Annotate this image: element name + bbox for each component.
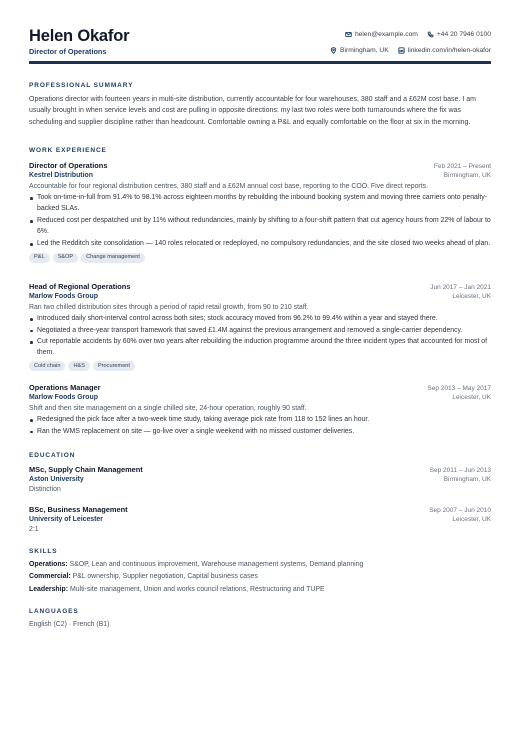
education-dates: Sep 2007 – Jun 2010 xyxy=(429,507,491,514)
job-location: Leicester, UK xyxy=(452,394,491,401)
languages-heading: LANGUAGES xyxy=(29,608,79,615)
job-bullet: Redesigned the pick face after a two-week time study, taking average pick rate from 118 to 152 lines an hour. xyxy=(29,415,491,426)
school-location: Birmingham, UK xyxy=(443,476,491,483)
education-heading: EDUCATION xyxy=(29,452,76,459)
job-bullet: Negotiated a three-year transport framework that saved £1.4M against the previous arrangement and removed a single-carrier dependency. xyxy=(29,326,491,337)
skills-row-label: Commercial: xyxy=(29,573,71,581)
skills-heading: SKILLS xyxy=(29,548,58,555)
degree-title: BSc, Business Management xyxy=(29,505,128,514)
phone-text: +44 20 7946 0100 xyxy=(436,31,491,38)
location-item xyxy=(330,47,389,54)
job-bullet: Cut reportable accidents by 60% over two years after rebuilding the induction programme around the three incident types that accounted for most of them. xyxy=(29,337,491,358)
skills-row xyxy=(29,571,491,583)
skill-tag: Procurement xyxy=(93,361,135,371)
summary-heading: PROFESSIONAL SUMMARY xyxy=(29,82,134,89)
job-bullet: Introduced daily short-interval control across both sites; stock accuracy moved from 96.2% to 99.4% within a year and stayed there. xyxy=(29,314,491,325)
job-location: Leicester, UK xyxy=(452,293,491,300)
candidate-title: Director of Operations xyxy=(29,47,107,56)
job-tags xyxy=(29,361,491,371)
job-company: Marlow Foods Group xyxy=(29,394,98,401)
job-dates: Jun 2017 – Jan 2021 xyxy=(430,284,491,291)
skills-row-label: Leadership: xyxy=(29,585,69,593)
education-note: Distinction xyxy=(29,486,61,493)
job-company: Kestrel Distribution xyxy=(29,172,93,179)
phone-icon xyxy=(427,31,434,38)
location-text: Birmingham, UK xyxy=(340,47,389,54)
school-location: Leicester, UK xyxy=(452,516,491,523)
school-name: University of Leicester xyxy=(29,516,103,523)
skills-list xyxy=(29,559,491,596)
education-heading-wrap xyxy=(29,452,491,459)
job-title: Director of Operations xyxy=(29,161,108,170)
education-note: 2:1 xyxy=(29,526,39,533)
skill-tag: P&L xyxy=(29,253,50,263)
job-title: Operations Manager xyxy=(29,383,101,392)
phone-item[interactable] xyxy=(427,31,491,38)
languages-text: English (C2) · French (B1) xyxy=(29,621,110,628)
summary-section xyxy=(29,82,491,128)
job-dates: Sep 2013 – May 2017 xyxy=(427,385,491,392)
skill-tag: Cold chain xyxy=(29,361,65,371)
skill-tag: H&S xyxy=(68,361,90,371)
job-bullet: Led the Redditch site consolidation — 140 roles relocated or redeployed, no compulsory redundancies, and the site closed two weeks ahead of plan. xyxy=(29,239,491,250)
location-pin-icon xyxy=(330,47,337,54)
job-entry xyxy=(29,383,491,437)
job-title: Head of Regional Operations xyxy=(29,282,131,291)
candidate-name: Helen Okafor xyxy=(29,27,130,45)
job-intro: Ran two chilled distribution sites through a period of rapid retail growth, from 90 to 210 staff. xyxy=(29,304,309,311)
skills-row-value: P&L ownership, Supplier negotiation, Capital business cases xyxy=(72,573,258,581)
job-intro: Accountable for four regional distribution centres, 380 staff and a £62M annual cost base, reporting to the COO. Five direct reports. xyxy=(29,183,428,190)
skills-row-label: Operations: xyxy=(29,561,68,568)
skills-row xyxy=(29,584,491,596)
school-name: Aston University xyxy=(29,476,84,483)
skills-row-value: Multi-site management, Union and works council relations, Restructuring and TUPE xyxy=(69,585,325,593)
job-bullet: Ran the WMS replacement on site — go-live over a single weekend with no missed customer deliveries. xyxy=(29,427,491,438)
education-entry xyxy=(29,465,491,495)
job-entry xyxy=(29,161,491,263)
job-bullet: Reduced cost per despatched unit by 11% without redundancies, mainly by shifting to a four-shift pattern that cut agency hours from 22% of labour to 6%. xyxy=(29,216,491,237)
experience-heading: WORK EXPERIENCE xyxy=(29,147,107,154)
job-bullets xyxy=(29,314,491,358)
degree-title: MSc, Supply Chain Management xyxy=(29,465,143,474)
job-bullets xyxy=(29,193,491,250)
job-bullet: Took on-time-in-full from 91.4% to 98.1% across eighteen months by rebuilding the inbound booking system and moving three carriers onto penalty-backed SLAs. xyxy=(29,193,491,214)
summary-text: Operations director with fourteen years in multi-site distribution, currently accountable for four warehouses, 380 staff and a £62M cost base. I am usually brought in when service levels and cost are pulling in opposite directions: my last two roles were both turnarounds where the fix was scheduling and supplier discipline rather than headcount. Comfortable owning a P&L and equally comfortable on the floor at six in the morning. xyxy=(29,96,476,126)
job-tags xyxy=(29,253,491,263)
job-entry xyxy=(29,282,491,371)
linkedin-icon xyxy=(398,47,405,54)
linkedin-item[interactable] xyxy=(398,47,491,54)
contact-row-2 xyxy=(321,47,491,54)
skills-row-value: S&OP, Lean and continuous improvement, Warehouse management systems, Demand planning xyxy=(69,561,364,568)
header-divider xyxy=(29,61,491,64)
job-dates: Feb 2021 – Present xyxy=(433,163,491,170)
skills-row xyxy=(29,559,491,571)
linkedin-text: linkedin.com/in/helen-okafor xyxy=(407,47,491,54)
email-text: helen@example.com xyxy=(354,31,418,38)
skill-tag: S&OP xyxy=(53,253,79,263)
skill-tag: Change management xyxy=(81,253,145,263)
education-entry xyxy=(29,505,491,535)
job-location: Birmingham, UK xyxy=(443,172,491,179)
education-dates: Sep 2011 – Jun 2013 xyxy=(429,467,491,474)
email-item[interactable] xyxy=(345,31,418,38)
job-company: Marlow Foods Group xyxy=(29,293,98,300)
email-icon xyxy=(345,31,352,38)
contact-row-1 xyxy=(336,31,491,38)
job-bullets xyxy=(29,415,491,437)
languages-section xyxy=(29,608,491,628)
skills-section xyxy=(29,548,491,596)
job-intro: Shift and then site management on a single chilled site, 24-hour operation, roughly 90 staff. xyxy=(29,405,307,412)
experience-heading-wrap xyxy=(29,147,491,154)
